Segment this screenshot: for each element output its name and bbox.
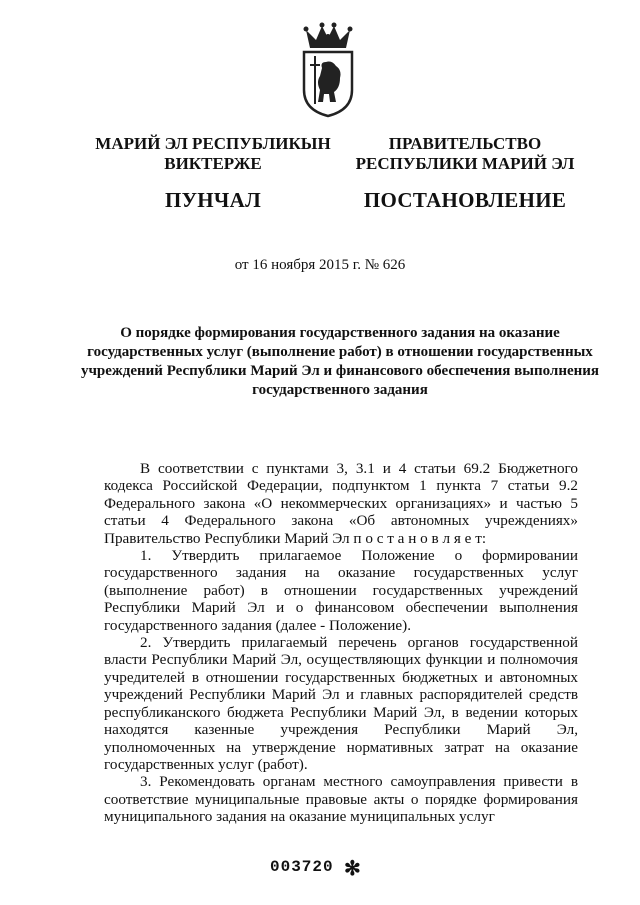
header-right-line2: РЕСПУБЛИКИ МАРИЙ ЭЛ	[355, 154, 575, 173]
date-number-line: от 16 ноября 2015 г. № 626	[234, 257, 406, 273]
header-left-big: ПУНЧАЛ	[164, 188, 262, 212]
paragraph-item-2: 2. Утвердить прилагаемый перечень органов государственной власти Республики Марий Эл, осуществляющих функции и полномочия учредителей в отношении государственных бюджетных и автономных учреждений Республики Марий Эл и главных распорядителей средств республиканского бюджета Республики Марий Эл, в ведении которых находятся казенные учреждения Республики Марий Эл, уполномоченных на утверждение нормативных затрат на оказание государственных услуг (работ).	[104, 634, 578, 773]
document-body	[104, 460, 578, 826]
header-left-line1: МАРИЙ ЭЛ РЕСПУБЛИКЫН	[95, 134, 331, 153]
footer-mark: ✻	[344, 858, 361, 880]
header-left-block	[88, 134, 338, 210]
header-right-line1: ПРАВИТЕЛЬСТВО	[388, 134, 542, 153]
document-title: О порядке формирования государственного задания на оказание государственных услуг (выполнение работ) в отношении государственных учреждений Республики Марий Эл и финансового обеспечения выполнения государственного задания	[80, 325, 600, 398]
serial-number: 003720	[270, 858, 334, 876]
header-right-big: ПОСТАНОВЛЕНИЕ	[363, 188, 567, 212]
header-left-line2: ВИКТЕРЖЕ	[164, 154, 262, 173]
paragraph-item-1: 1. Утвердить прилагаемое Положение о формировании государственного задания на оказание государственных услуг (выполнение работ) в отношении государственных учреждений Республики Марий Эл и о финансовом обеспечении выполнения государственного задания (далее - Положение).	[104, 547, 578, 634]
header-right-block	[350, 134, 580, 210]
paragraph-preamble: В соответствии с пунктами 3, 3.1 и 4 статьи 69.2 Бюджетного кодекса Российской Федерации, подпунктом 1 пункта 7 статьи 9.2 Федерального закона «О некоммерческих организациях» и частью 5 статьи 4 Федерального закона «Об автономных учреждениях» Правительство Республики Марий Эл п о с т а н о в л я е т:	[104, 460, 578, 547]
paragraph-item-3: 3. Рекомендовать органам местного самоуправления привести в соответствие муниципальные правовые акты о порядке формирования муниципального задания на оказание муниципальных услуг	[104, 773, 578, 826]
coat-of-arms-emblem	[296, 18, 360, 118]
